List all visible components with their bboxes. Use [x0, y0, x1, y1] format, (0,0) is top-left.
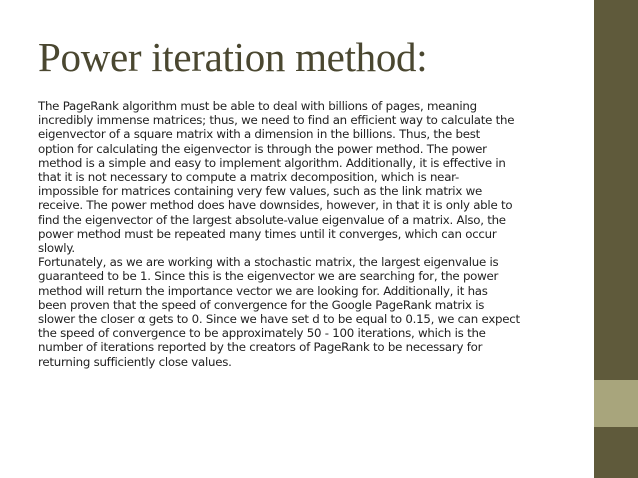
- side-bar-dark-segment: [594, 0, 638, 380]
- slide-title: Power iteration method:: [38, 34, 428, 80]
- text-line: been proven that the speed of convergence for the Google PageRank matrix is: [38, 297, 485, 312]
- text-line: slowly.: [38, 241, 75, 256]
- text-line: slower the closer α gets to 0. Since we have set d to be equal to 0.15, we can expect: [38, 312, 520, 327]
- text-line: power method must be repeated many times until it converges, which can occur: [38, 226, 497, 241]
- decorative-side-bar: [594, 0, 638, 478]
- text-line: guaranteed to be 1. Since this is the eigenvector we are searching for, the power: [38, 269, 499, 284]
- text-line: returning sufficiently close values.: [38, 354, 232, 369]
- text-line: number of iterations reported by the creators of PageRank to be necessary for: [38, 340, 483, 355]
- paragraph-power-method: [38, 99, 586, 255]
- text-line: option for calculating the eigenvector is through the power method. The power: [38, 141, 487, 156]
- text-line: The PageRank algorithm must be able to deal with billions of pages, meaning: [38, 99, 477, 113]
- text-line: the speed of convergence to be approximately 50 - 100 iterations, which is the: [38, 326, 486, 341]
- text-line: that it is not necessary to compute a matrix decomposition, which is near-: [38, 170, 460, 185]
- text-line: method is a simple and easy to implement algorithm. Additionally, it is effective in: [38, 155, 506, 170]
- paragraph-convergence: [38, 255, 586, 369]
- text-line: receive. The power method does have downsides, however, in that it is only able to: [38, 198, 513, 213]
- text-line: Fortunately, as we are working with a stochastic matrix, the largest eigenvalue is: [38, 255, 499, 270]
- slide-body: [38, 99, 586, 369]
- side-bar-light-segment: [594, 380, 638, 427]
- text-line: impossible for matrices containing very few values, such as the link matrix we: [38, 184, 482, 199]
- text-line: method will return the importance vector we are looking for. Additionally, it has: [38, 283, 488, 298]
- text-line: find the eigenvector of the largest absolute-value eigenvalue of a matrix. Also, the: [38, 212, 506, 227]
- text-line: eigenvector of a square matrix with a dimension in the billions. Thus, the best: [38, 127, 481, 142]
- text-line: incredibly immense matrices; thus, we need to find an efficient way to calculate the: [38, 113, 515, 128]
- side-bar-bottom-segment: [594, 427, 638, 478]
